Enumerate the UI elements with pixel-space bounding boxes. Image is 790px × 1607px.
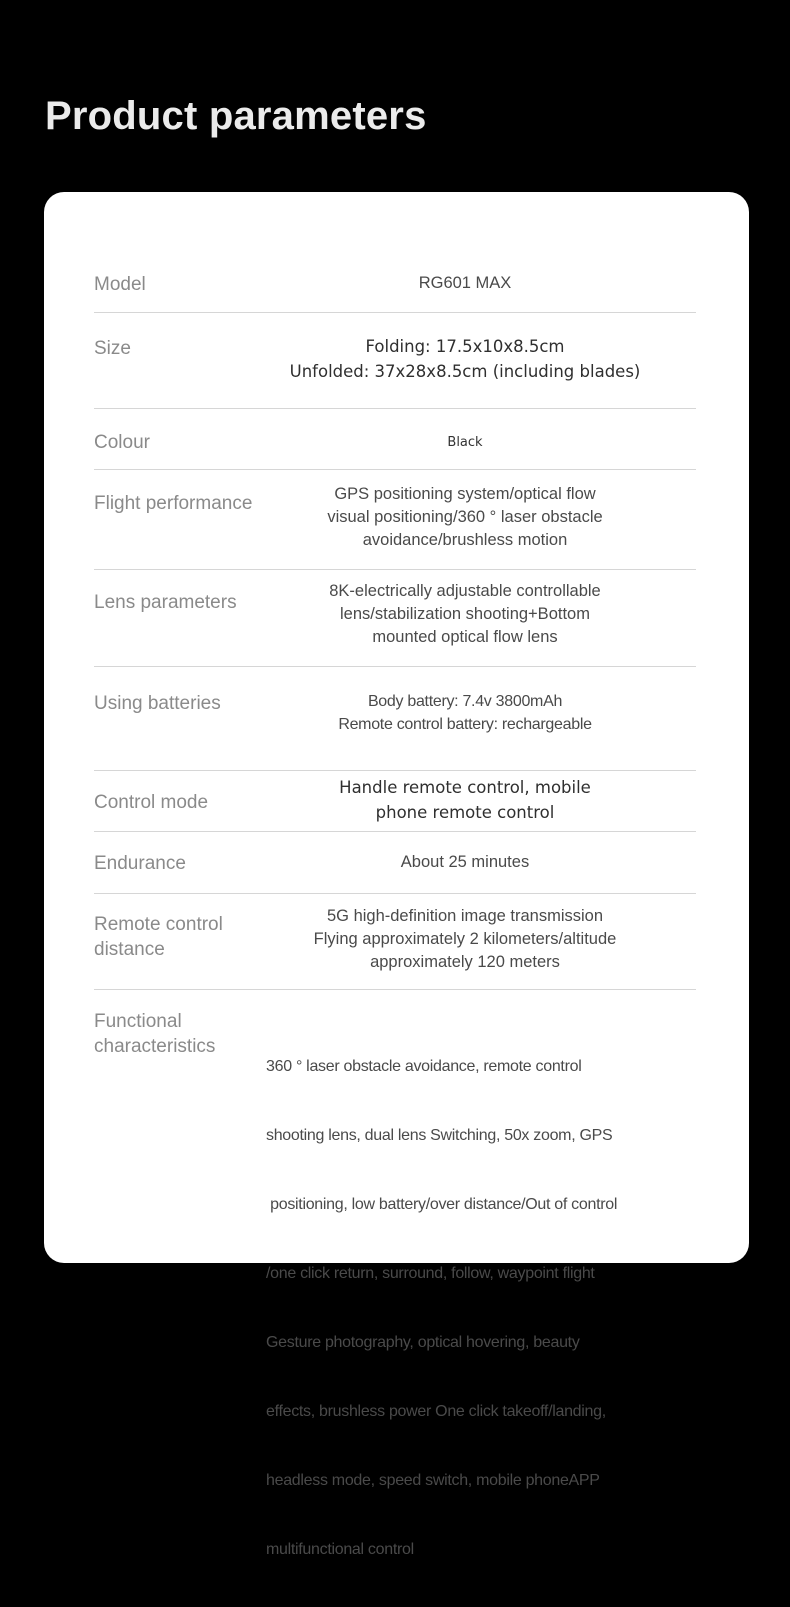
- param-label-distance-line: Remote control: [94, 914, 223, 935]
- param-label-endurance: Endurance: [94, 853, 186, 874]
- param-value-distance: [284, 905, 646, 974]
- param-label-functional-line: characteristics: [94, 1036, 216, 1057]
- param-value-distance-line: approximately 120 meters: [370, 953, 560, 971]
- param-row-batteries: [94, 667, 696, 771]
- param-value-functional-line: /one click return, surround, follow, waypoint flight: [266, 1265, 595, 1282]
- param-label-distance: [94, 912, 223, 962]
- param-value-batteries: [284, 690, 646, 736]
- param-label-batteries: Using batteries: [94, 693, 221, 714]
- param-label-flight: Flight performance: [94, 493, 253, 514]
- param-row-distance: [94, 894, 696, 990]
- param-value-functional-line: headless mode, speed switch, mobile phoneAPP: [266, 1472, 600, 1489]
- param-value-control-line: Handle remote control, mobile: [339, 778, 591, 797]
- param-value-endurance: About 25 minutes: [400, 853, 530, 871]
- param-value-functional-line: Gesture photography, optical hovering, beauty: [266, 1334, 580, 1351]
- page-title: Product parameters: [45, 94, 427, 138]
- param-value-batteries-line: Body battery: 7.4v 3800mAh: [367, 693, 563, 710]
- param-value-distance-line: 5G high-definition image transmission: [326, 907, 604, 925]
- param-row-flight: [94, 470, 696, 570]
- param-value-flight-line: visual positioning/360 ° laser obstacle: [327, 508, 603, 526]
- param-value-control-line: phone remote control: [375, 803, 555, 822]
- param-value-lens-line: lens/stabilization shooting+Bottom: [340, 605, 590, 623]
- param-label-size: Size: [94, 338, 131, 359]
- param-value-flight: [284, 483, 646, 552]
- param-value-functional-line: multifunctional control: [266, 1541, 414, 1558]
- param-label-functional-line: Functional: [94, 1011, 182, 1032]
- param-row-endurance: [94, 832, 696, 894]
- param-value-control: [284, 775, 646, 825]
- param-value-functional-line: effects, brushless power One click takeoff/landing,: [266, 1403, 606, 1420]
- param-row-colour: [94, 409, 696, 470]
- param-row-lens: [94, 570, 696, 667]
- param-value-colour: Black: [447, 435, 483, 450]
- param-label-distance-line: distance: [94, 939, 165, 960]
- param-value-size-line: Folding: 17.5x10x8.5cm: [365, 337, 565, 356]
- parameters-card: [44, 192, 749, 1558]
- param-value-lens: [284, 580, 646, 649]
- param-value-flight-line: avoidance/brushless motion: [362, 531, 568, 549]
- param-value-functional-line: shooting lens, dual lens Switching, 50x zoom, GPS: [266, 1127, 613, 1144]
- param-row-control: [94, 771, 696, 832]
- param-value-lens-line: mounted optical flow lens: [372, 628, 558, 646]
- param-value-size: [284, 334, 646, 384]
- param-value-model: RG601 MAX: [418, 274, 512, 292]
- param-row-model: [94, 192, 696, 313]
- param-row-functional: [94, 990, 696, 1558]
- param-value-distance-line: Flying approximately 2 kilometers/altitude: [313, 930, 617, 948]
- param-value-functional: [266, 1009, 686, 1607]
- param-value-batteries-line: Remote control battery: rechargeable: [338, 716, 592, 733]
- param-label-model: Model: [94, 274, 146, 295]
- param-label-control: Control mode: [94, 792, 209, 813]
- param-label-colour: Colour: [94, 432, 150, 453]
- param-value-functional-line: positioning, low battery/over distance/Out of control: [266, 1196, 618, 1213]
- param-row-size: [94, 313, 696, 409]
- param-value-lens-line: 8K-electrically adjustable controllable: [329, 582, 601, 600]
- param-label-lens: Lens parameters: [94, 592, 237, 613]
- param-label-functional: [94, 1009, 215, 1059]
- param-value-flight-line: GPS positioning system/optical flow: [334, 485, 596, 503]
- param-value-functional-line: 360 ° laser obstacle avoidance, remote control: [266, 1058, 582, 1075]
- param-value-size-line: Unfolded: 37x28x8.5cm (including blades): [289, 362, 641, 381]
